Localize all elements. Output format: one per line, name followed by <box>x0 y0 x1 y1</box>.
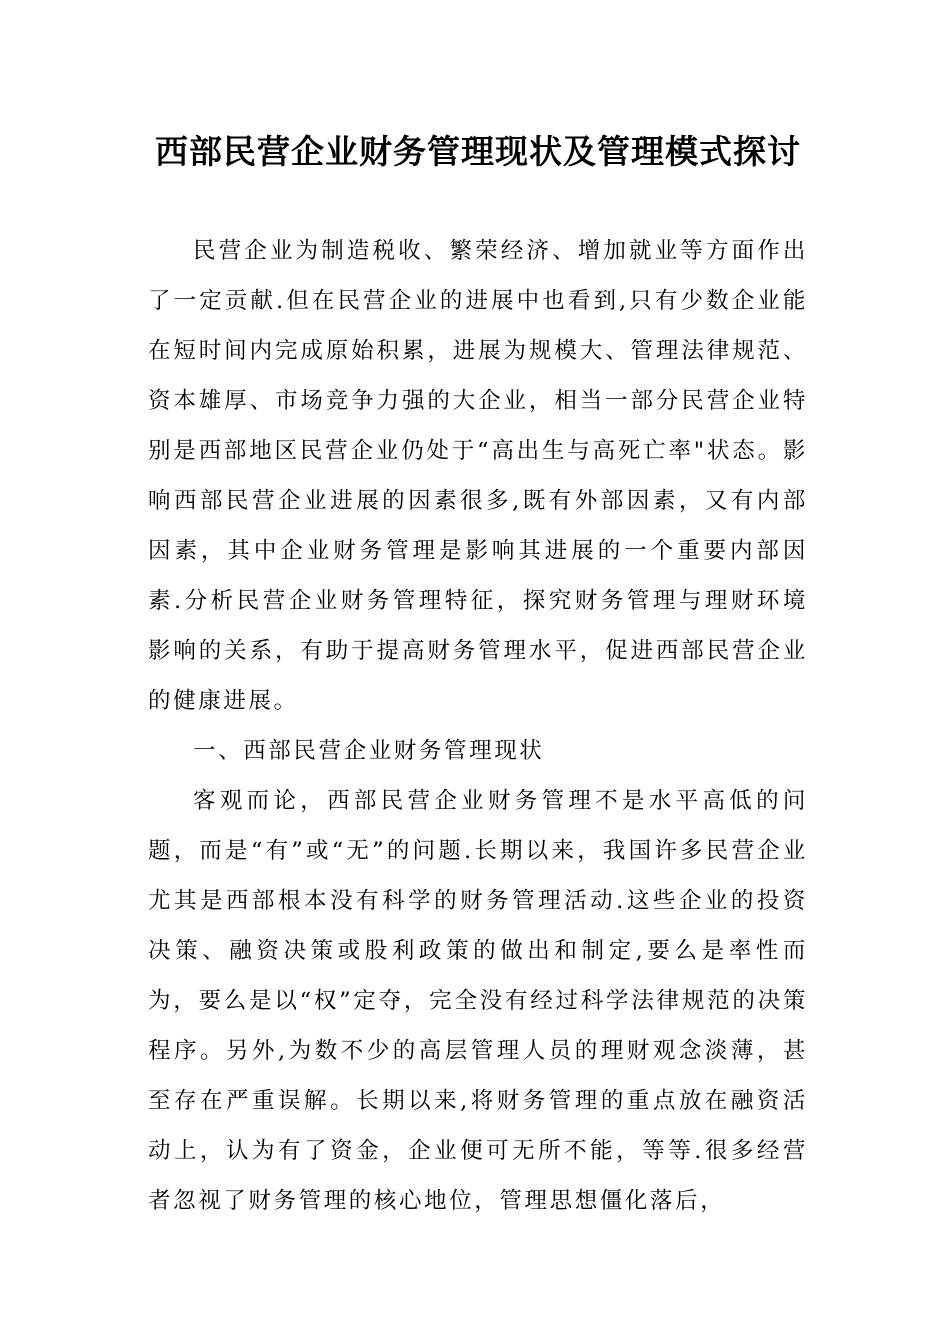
document-body <box>148 226 808 1226</box>
section-heading: 一、西部民营企业财务管理现状 <box>193 738 545 764</box>
document-title: 西部民营企业财务管理现状及管理模式探讨 <box>155 132 801 171</box>
body-paragraph: 客观而论，西部民营企业财务管理不是水平高低的问题，而是“有”或“无”的问题.长期以来，我国许多民营企业尤其是西部根本没有科学的财务管理活动.这些企业的投资决策、融资决策或股利政策的做出和制定,要么是率性而为，要么是以“权”定夺，完全没有经过科学法律规范的决策程序。另外,为数不少的高层管理人员的理财观念淡薄，甚至存在严重误解。长期以来,将财务管理的重点放在融资活动上，认为有了资金，企业便可无所不能，等等.很多经营者忽视了财务管理的核心地位，管理思想僵化落后， <box>148 788 808 1214</box>
intro-paragraph: 民营企业为制造税收、繁荣经济、增加就业等方面作出了一定贡献.但在民营企业的进展中也看到,只有少数企业能在短时间内完成原始积累，进展为规模大、管理法律规范、资本雄厚、市场竞争力强的大企业，相当一部分民营企业特别是西部地区民营企业仍处于“高出生与高死亡率"状态。影响西部民营企业进展的因素很多,既有外部因素，又有内部因素，其中企业财务管理是影响其进展的一个重要内部因素.分析民营企业财务管理特征，探究财务管理与理财环境影响的关系，有助于提高财务管理水平，促进西部民营企业的健康进展。 <box>148 238 808 714</box>
